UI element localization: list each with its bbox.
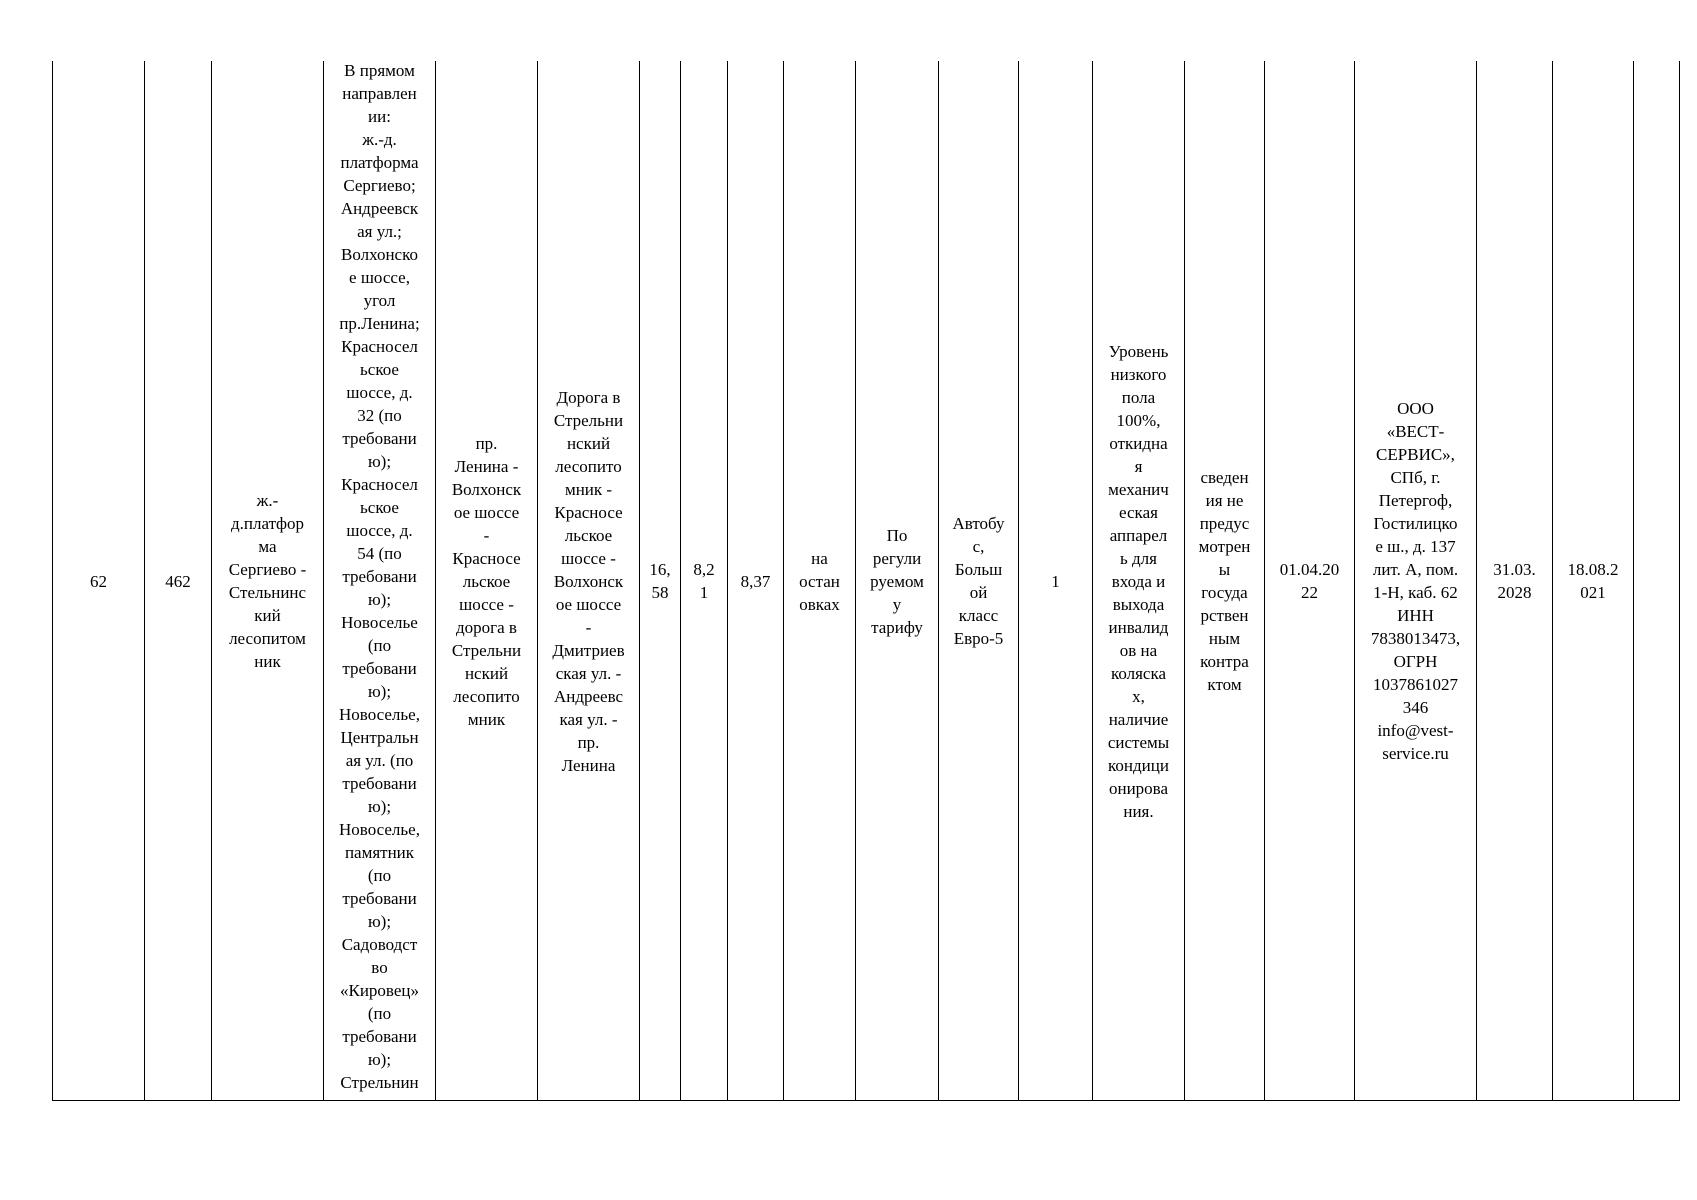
cell-text-line: Ленина [561, 755, 616, 775]
cell-length-total [727, 61, 783, 1101]
length-total: 8,37 [740, 571, 771, 591]
cell-text-line: требовани [342, 567, 417, 586]
cell-text-line: коляска [1110, 663, 1167, 683]
cell-text-line: на [811, 548, 828, 568]
cell-text-line: 7838013473, [1370, 629, 1461, 648]
carrier-info [1355, 397, 1476, 765]
cell-text-line: шоссе, д. [346, 521, 413, 540]
cell-text-line: дорога в [456, 617, 517, 637]
cell-text-line: остан [799, 571, 840, 591]
cell-text-line: мник - [564, 479, 613, 499]
cell-text-line: ю); [367, 797, 392, 816]
cell-streets-forward [435, 61, 537, 1101]
cell-text-line: Красносел [341, 475, 418, 494]
cell-registry-date [1552, 61, 1633, 1101]
cell-text-line: Новоселье [341, 613, 418, 632]
cell-text-line: В прямом [344, 61, 415, 80]
cell-text-line: е шоссе, [349, 268, 410, 287]
cell-text-line: 31.03. [1493, 560, 1536, 579]
cell-text-line: 1037861027 [1373, 675, 1458, 694]
cell-text-line: кондици [1108, 755, 1169, 775]
vehicle-count: 1 [1051, 571, 1060, 591]
cell-text-line: шоссе - [459, 594, 514, 614]
cell-text-line: ООО [1397, 399, 1434, 418]
cell-start-date [1264, 61, 1354, 1101]
cell-text-line: По [886, 525, 908, 545]
length-reverse [681, 558, 727, 604]
cell-contract-info [1184, 61, 1264, 1101]
cell-text-line: контра [1200, 652, 1249, 671]
cell-text-line: Стрельнин [340, 1073, 419, 1092]
cell-text-line: онирова [1108, 778, 1169, 798]
cell-text-line: руемом [870, 571, 924, 591]
cell-text-line: нский [464, 663, 509, 683]
cell-text-line: ния. [1123, 801, 1154, 821]
cell-text-line: Андреевс [553, 686, 624, 706]
cell-text-line: системы [1107, 732, 1170, 752]
cell-text-line: Андреевск [340, 199, 419, 218]
cell-text-line: д.платфор [230, 514, 305, 533]
streets-reverse [538, 386, 639, 777]
cell-text-line: - [585, 617, 592, 637]
cell-text-line: service.ru [1382, 744, 1449, 763]
cell-text-line: ьское [360, 360, 399, 379]
cell-text-line: кий [254, 606, 281, 625]
cell-text-line: «Кировец» [339, 981, 419, 1000]
cell-text-line: Ленина - [454, 456, 519, 476]
row-number: 62 [90, 571, 107, 591]
cell-text-line: ое шоссе [453, 502, 520, 522]
cell-length-reverse [680, 61, 727, 1101]
cell-text-line: направлен [342, 84, 417, 103]
cell-streets-reverse [537, 61, 639, 1101]
route-name [212, 489, 323, 673]
cell-text-line: СПб, г. [1390, 468, 1441, 487]
cell-text-line: Петергоф, [1378, 491, 1453, 510]
stops-forward [324, 59, 435, 1094]
cell-text-line: 16, [649, 560, 671, 579]
cell-text-line: Больш [954, 560, 1003, 579]
cell-text-line: угол [363, 291, 396, 310]
cell-carrier [1354, 61, 1476, 1101]
route-number: 462 [165, 571, 191, 591]
cell-text-line: выхода [1112, 594, 1165, 614]
cell-text-line: пр. [577, 732, 600, 752]
cell-text-line: тарифу [871, 617, 923, 637]
end-date [1477, 558, 1552, 604]
cell-text-line: лесопито [555, 456, 622, 476]
cell-text-line: - [483, 525, 490, 545]
cell-text-line: входа и [1111, 571, 1166, 591]
registry-date [1553, 558, 1633, 604]
cell-text-line: Автобу [952, 514, 1005, 533]
cell-text-line: 021 [1580, 583, 1606, 602]
cell-text-line: 54 (по [357, 544, 402, 563]
cell-vehicle-count [1018, 61, 1092, 1101]
cell-text-line: «ВЕСТ- [1386, 422, 1445, 441]
cell-text-line: ю); [367, 452, 392, 471]
cell-boarding-order [783, 61, 855, 1101]
cell-text-line: Новоселье, [339, 820, 420, 839]
cell-text-line: ма [258, 537, 277, 556]
start-date [1265, 558, 1354, 604]
cell-end-date [1476, 61, 1552, 1101]
cell-text-line: класс [958, 606, 999, 625]
cell-text-line: требовани [342, 429, 417, 448]
cell-text-line: х, [1132, 686, 1145, 706]
cell-text-line: Сергиево; [343, 176, 416, 195]
cell-text-line: ным [1208, 629, 1241, 648]
cell-text-line: ии: [368, 107, 391, 126]
cell-text-line: 8,2 [693, 560, 715, 579]
cell-text-line: предус [1199, 514, 1250, 533]
cell-text-line: сведен [1200, 468, 1249, 487]
cell-text-line: ой [969, 583, 988, 602]
cell-text-line: ю); [367, 912, 392, 931]
cell-text-line: льское [564, 525, 613, 545]
cell-vehicle-features [1092, 61, 1184, 1101]
cell-text-line: info@vest- [1377, 721, 1454, 740]
cell-text-line: 100%, [1116, 410, 1161, 430]
cell-length-forward [639, 61, 680, 1101]
cell-text-line: Красносе [452, 548, 521, 568]
cell-text-line: 1 [699, 583, 709, 602]
cell-text-line: ж.- [256, 491, 279, 510]
cell-vehicle [938, 61, 1018, 1101]
cell-text-line: пр. [475, 433, 498, 453]
cell-text-line: пола [1121, 387, 1156, 407]
cell-text-line: Дорога в [556, 387, 621, 407]
cell-text-line: ю); [367, 682, 392, 701]
streets-forward [436, 432, 537, 731]
cell-text-line: откидна [1109, 433, 1168, 453]
cell-text-line: кая ул. - [559, 709, 618, 729]
cell-text-line: ОГРН [1393, 652, 1438, 671]
cell-text-line: СЕРВИС», [1376, 445, 1455, 464]
cell-text-line: лит. А, пом. [1372, 560, 1459, 579]
cell-text-line: (по [367, 866, 392, 885]
cell-text-line: требовани [342, 889, 417, 908]
vehicle-type [939, 512, 1018, 650]
cell-text-line: Волхонск [553, 571, 624, 591]
cell-text-line: аппарел [1109, 525, 1168, 545]
cell-text-line: Дмитриев [552, 640, 625, 660]
cell-text-line: Стельнинс [228, 583, 307, 602]
cell-text-line: пр.Ленина; [339, 314, 420, 333]
cell-row-number [52, 61, 144, 1101]
cell-text-line: ьское [360, 498, 399, 517]
cell-text-line: ия не [1205, 491, 1244, 510]
cell-text-line: льское [462, 571, 511, 591]
cell-text-line: механич [1108, 479, 1169, 499]
cell-text-line: ю); [367, 1050, 392, 1069]
tariff [856, 524, 938, 639]
cell-text-line: требовани [342, 1027, 417, 1046]
cell-text-line: ская ул. - [555, 663, 622, 683]
cell-text-line: ов на [1119, 640, 1158, 660]
cell-text-line: ы [1218, 560, 1231, 579]
cell-route-name [211, 61, 323, 1101]
cell-text-line: 58 [651, 583, 669, 602]
cell-text-line: Центральн [340, 728, 419, 747]
cell-text-line: еская [1119, 502, 1158, 522]
cell-text-line: овках [799, 594, 840, 614]
cell-tariff [855, 61, 938, 1101]
cell-text-line: шоссе, д. [346, 383, 413, 402]
cell-text-line: (по [367, 636, 392, 655]
vehicle-features [1093, 340, 1184, 823]
cell-text-line: памятник [344, 843, 415, 862]
cell-text-line: 1-Н, каб. 62 [1373, 583, 1458, 602]
cell-text-line: 18.08.2 [1567, 560, 1619, 579]
cell-text-line: Стрельни [553, 410, 624, 430]
cell-text-line: Красносел [341, 337, 418, 356]
cell-text-line: шоссе - [561, 548, 616, 568]
cell-text-line: 2028 [1497, 583, 1532, 602]
cell-text-line: Уровень [1108, 341, 1169, 361]
cell-text-line: мотрен [1198, 537, 1251, 556]
cell-text-line: Сергиево - [228, 560, 307, 579]
cell-text-line: Гостилицко [1373, 514, 1458, 533]
cell-text-line: требовани [342, 659, 417, 678]
cell-text-line: ая ул.; [357, 222, 402, 241]
cell-text-line: Евро-5 [953, 629, 1004, 648]
cell-text-line: наличие [1108, 709, 1169, 729]
cell-text-line: госуда [1201, 583, 1248, 602]
cell-text-line: ая ул. (по [345, 751, 414, 770]
cell-text-line: инвалид [1108, 617, 1169, 637]
cell-text-line: Волхонск [451, 479, 522, 499]
boarding-order [784, 547, 855, 616]
cell-text-line: мник [467, 709, 506, 729]
cell-text-line: Новоселье, [339, 705, 420, 724]
cell-text-line: рствен [1200, 606, 1249, 625]
cell-text-line: (по [367, 1004, 392, 1023]
cell-text-line: с, [972, 537, 985, 556]
cell-text-line: 346 [1402, 698, 1429, 717]
cell-text-line: лесопито [453, 686, 520, 706]
cell-text-line: 22 [1301, 583, 1318, 602]
cell-text-line: 32 (по [357, 406, 402, 425]
cell-text-line: Волхонско [341, 245, 418, 264]
cell-text-line: платформа [340, 153, 419, 172]
cell-trailing [1633, 61, 1680, 1101]
cell-text-line: ж.-д. [362, 130, 397, 149]
cell-text-line: у [892, 594, 902, 614]
length-forward [640, 558, 680, 604]
cell-text-line: нский [566, 433, 611, 453]
cell-text-line: ктом [1207, 675, 1242, 694]
cell-stops-forward [323, 61, 435, 1101]
route-registry-table [52, 61, 1680, 1101]
cell-text-line: лесопитом [229, 629, 306, 648]
table-bottom-border [52, 1100, 1680, 1101]
cell-text-line: 01.04.20 [1279, 560, 1340, 579]
cell-text-line: Садоводст [341, 935, 418, 954]
cell-text-line: Красносе [554, 502, 623, 522]
cell-text-line: во [371, 958, 388, 977]
cell-text-line: ю); [367, 590, 392, 609]
cell-text-line: Стрельни [451, 640, 522, 660]
cell-text-line: регули [872, 548, 922, 568]
cell-text-line: ИНН [1397, 606, 1434, 625]
cell-route-number [144, 61, 211, 1101]
cell-text-line: ое шоссе [555, 594, 622, 614]
cell-text-line: ь для [1120, 548, 1157, 568]
cell-text-line: низкого [1110, 364, 1167, 384]
cell-text-line: я [1134, 456, 1143, 476]
cell-text-line: ник [254, 652, 281, 671]
cell-text-line: требовани [342, 774, 417, 793]
contract-info [1185, 466, 1264, 696]
cell-text-line: е ш., д. 137 [1375, 537, 1456, 556]
